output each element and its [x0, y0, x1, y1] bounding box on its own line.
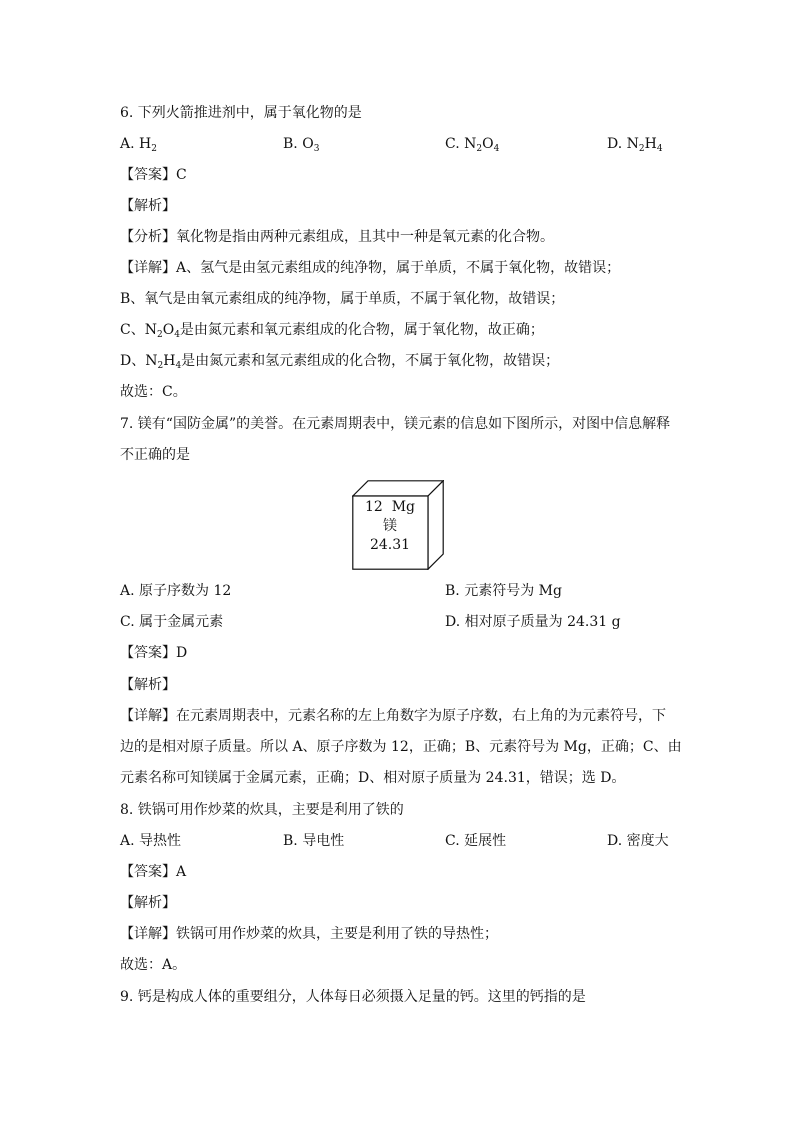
- q8-option-c: C. 延展性: [445, 833, 507, 849]
- q6-option-a: A. $H_2$: [120, 136, 157, 154]
- element-number-symbol: 12 Mg: [364, 499, 416, 515]
- q8-xiangjie: 【详解】铁锅可用作炒菜的炊具，主要是利用了铁的导热性；: [120, 926, 498, 942]
- q7-option-b: B. 元素符号为 Mg: [445, 583, 562, 599]
- q7-stem-line-1: 7. 镁有“国防金属”的美誉。在元素周期表中，镁元素的信息如下图所示，对图中信息解释: [120, 416, 671, 432]
- q6-xiangjie-d: D、$N_2H_4$是由氮元素和氢元素组成的化合物，不属于氧化物，故错误；: [120, 353, 560, 371]
- q7-xiangjie-line-3: 元素名称可知镁属于金属元素，正确；D、相对原子质量为 24.31，错误；选 D。: [120, 770, 626, 786]
- q7-xiangjie-line-2: 边的是相对原子质量。所以 A、原子序数为 12，正确；B、元素符号为 Mg，正确；C、由: [120, 739, 682, 755]
- q7-option-d: D. 相对原子质量为 24.31 g: [445, 614, 621, 630]
- q7-option-c: C. 属于金属元素: [120, 614, 224, 630]
- q6-xiangjie-c: C、$N_2O_4$是由氮元素和氧元素组成的化合物，属于氧化物，故正确；: [120, 322, 544, 340]
- q6-option-b: B. $O_3$: [283, 136, 320, 154]
- q6-analysis-label: 【解析】: [120, 198, 176, 214]
- q7-answer: 【答案】D: [120, 645, 188, 661]
- q6-conclusion: 故选：C。: [120, 384, 187, 400]
- q8-option-d: D. 密度大: [607, 833, 669, 849]
- q9-stem: 9. 钙是构成人体的重要组分，人体每日必须摄入足量的钙。这里的钙指的是: [120, 989, 586, 1005]
- q8-analysis-label: 【解析】: [120, 895, 176, 911]
- q6-answer: 【答案】C: [120, 167, 187, 183]
- q7-stem-line-2: 不正确的是: [120, 447, 190, 463]
- q6-stem: 6. 下列火箭推进剂中，属于氧化物的是: [120, 105, 362, 121]
- q7-option-a: A. 原子序数为 12: [120, 583, 232, 599]
- q8-option-b: B. 导电性: [283, 833, 345, 849]
- q7-analysis-label: 【解析】: [120, 677, 176, 693]
- q6-fenxi: 【分析】氧化物是指由两种元素组成，且其中一种是氧元素的化合物。: [120, 229, 554, 245]
- q6-option-c: C. $N_2O_4$: [445, 136, 500, 154]
- q6-xiangjie-b: B、氧气是由氧元素组成的纯净物，属于单质，不属于氧化物，故错误；: [120, 291, 565, 307]
- q8-stem: 8. 铁锅可用作炒菜的炊具，主要是利用了铁的: [120, 802, 404, 818]
- q7-xiangjie-line-1: 【详解】在元素周期表中，元素名称的左上角数字为原子序数，右上角的为元素符号，下: [120, 708, 666, 724]
- element-cell: [352, 498, 428, 555]
- q6-option-d: D. $N_2H_4$: [607, 136, 663, 154]
- q8-conclusion: 故选：A。: [120, 957, 187, 973]
- element-mass: 24.31: [369, 537, 411, 553]
- q8-answer: 【答案】A: [120, 864, 187, 880]
- q8-option-a: A. 导热性: [120, 833, 182, 849]
- q6-xiangjie-a: 【详解】A、氢气是由氢元素组成的纯净物，属于单质，不属于氧化物，故错误；: [120, 260, 621, 276]
- element-name: 镁: [383, 518, 397, 534]
